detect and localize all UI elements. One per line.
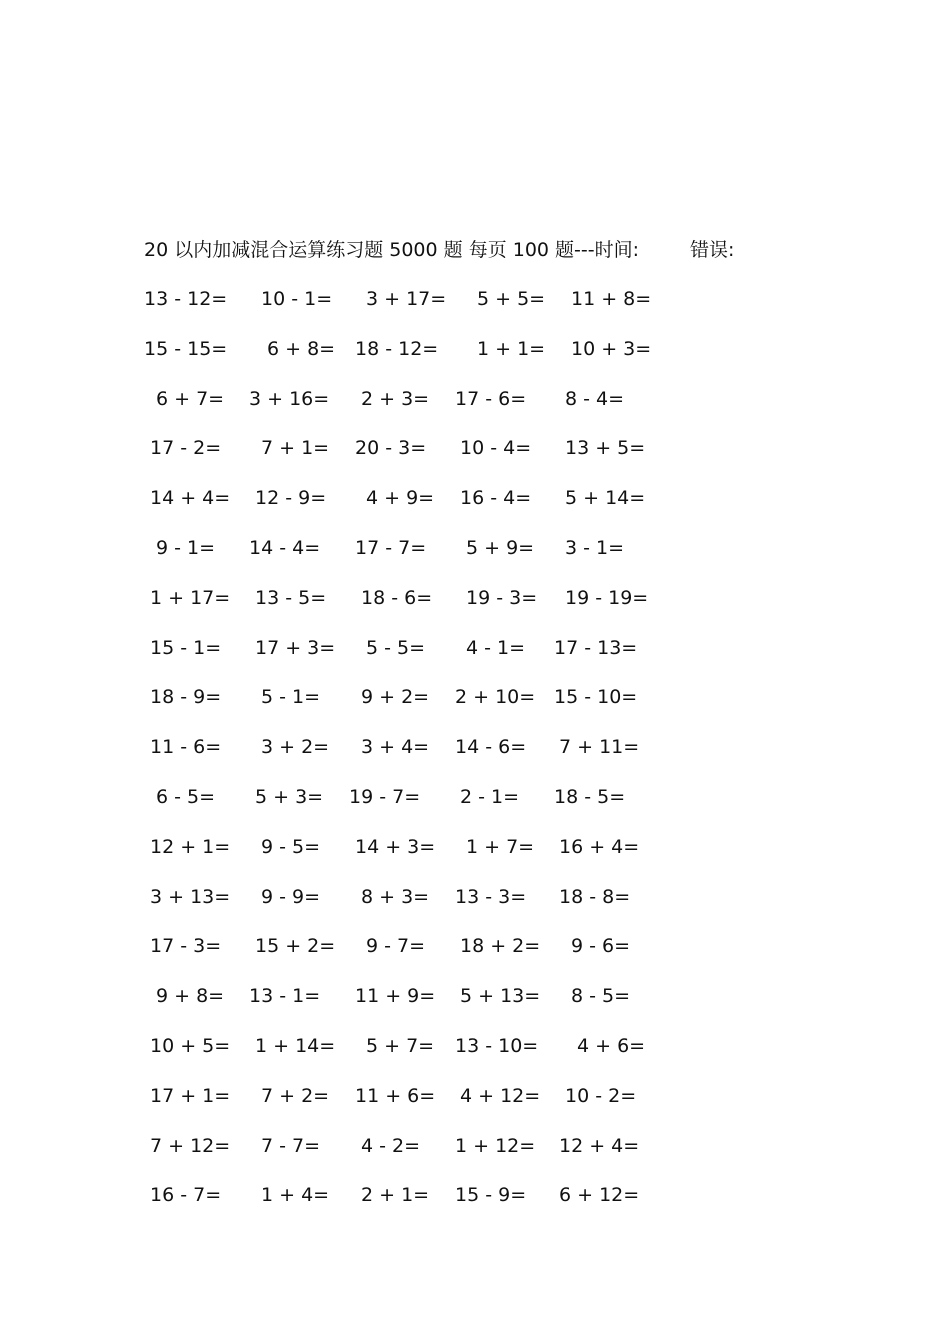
math-problem: 13 - 1= <box>249 985 321 1008</box>
math-problem: 4 + 12= <box>460 1084 541 1107</box>
math-problem: 12 + 4= <box>559 1134 640 1157</box>
math-problem: 18 - 6= <box>361 586 433 609</box>
math-problem: 4 + 9= <box>366 487 435 510</box>
worksheet-header <box>144 234 784 266</box>
errors-label: 错误: <box>690 239 735 261</box>
math-problem: 2 - 1= <box>460 786 520 808</box>
math-problem: 2 + 1= <box>361 1184 430 1207</box>
math-problem: 14 + 4= <box>150 487 231 510</box>
problem-row <box>0 631 950 665</box>
math-problem: 1 + 7= <box>466 835 535 858</box>
math-problem: 18 - 8= <box>559 885 631 908</box>
math-problem: 5 - 5= <box>366 636 426 659</box>
math-problem: 11 + 9= <box>355 985 436 1008</box>
math-problem: 4 - 1= <box>466 636 526 659</box>
math-problem: 7 + 2= <box>261 1084 330 1107</box>
math-problem: 17 - 3= <box>150 935 222 958</box>
math-problem: 15 + 2= <box>255 935 336 958</box>
math-problem: 1 + 12= <box>455 1134 536 1157</box>
problem-row <box>0 1079 950 1113</box>
math-problem: 20 - 3= <box>355 437 427 460</box>
problem-row <box>0 531 950 565</box>
math-problem: 5 - 1= <box>261 686 321 709</box>
math-problem: 5 + 5= <box>477 288 546 310</box>
worksheet-title: 20 以内加减混合运算练习题 5000 题 每页 100 题---时间: <box>144 239 640 261</box>
problem-row <box>0 780 950 814</box>
math-problem: 16 + 4= <box>559 835 640 858</box>
math-problem: 10 + 3= <box>571 337 652 360</box>
math-problem: 6 + 8= <box>267 337 336 360</box>
math-problem: 4 - 2= <box>361 1134 421 1157</box>
problem-row <box>0 979 950 1013</box>
math-problem: 13 + 5= <box>565 437 646 460</box>
math-problem: 6 + 12= <box>559 1184 640 1207</box>
math-problem: 5 + 7= <box>366 1035 435 1057</box>
problem-row <box>0 880 950 914</box>
problem-row <box>0 332 950 366</box>
math-problem: 11 + 8= <box>571 288 652 310</box>
math-problem: 11 + 6= <box>355 1084 436 1107</box>
problem-row <box>0 1029 950 1063</box>
math-problem: 8 - 4= <box>565 387 625 410</box>
math-problem: 17 + 3= <box>255 636 336 659</box>
math-problem: 3 + 4= <box>361 736 430 759</box>
math-problem: 2 + 10= <box>455 686 536 709</box>
problem-row <box>0 830 950 864</box>
math-problem: 17 - 7= <box>355 537 427 559</box>
math-problem: 4 + 6= <box>577 1035 646 1057</box>
math-problem: 18 - 12= <box>355 337 439 360</box>
problem-row <box>0 431 950 465</box>
math-problem: 5 + 9= <box>466 537 535 559</box>
math-problem: 1 + 14= <box>255 1035 336 1057</box>
math-problem: 7 + 1= <box>261 437 330 460</box>
math-problem: 5 + 3= <box>255 786 324 808</box>
math-problem: 3 + 16= <box>249 387 330 410</box>
math-problem: 19 - 3= <box>466 586 538 609</box>
math-problem: 9 - 5= <box>261 835 321 858</box>
math-problem: 10 + 5= <box>150 1035 231 1057</box>
problem-row <box>0 1178 950 1212</box>
math-problem: 18 - 9= <box>150 686 222 709</box>
math-problem: 19 - 19= <box>565 586 649 609</box>
math-problem: 6 + 7= <box>156 387 225 410</box>
math-problem: 18 + 2= <box>460 935 541 958</box>
problem-row <box>0 929 950 963</box>
math-problem: 13 - 3= <box>455 885 527 908</box>
math-problem: 10 - 2= <box>565 1084 637 1107</box>
math-problem: 1 + 4= <box>261 1184 330 1207</box>
math-problem: 9 - 6= <box>571 935 631 958</box>
math-problem: 9 - 1= <box>156 537 216 559</box>
problem-row <box>0 481 950 515</box>
math-problem: 14 + 3= <box>355 835 436 858</box>
math-problem: 10 - 4= <box>460 437 532 460</box>
math-problem: 15 - 15= <box>144 337 228 360</box>
math-problem: 7 - 7= <box>261 1134 321 1157</box>
math-problem: 1 + 17= <box>150 586 231 609</box>
problem-row <box>0 730 950 764</box>
math-problem: 2 + 3= <box>361 387 430 410</box>
math-problem: 3 + 13= <box>150 885 231 908</box>
math-problem: 7 + 11= <box>559 736 640 759</box>
math-problem: 3 + 17= <box>366 288 447 310</box>
math-problem: 14 - 6= <box>455 736 527 759</box>
math-problem: 3 + 2= <box>261 736 330 759</box>
problem-row <box>0 1129 950 1163</box>
math-problem: 13 - 12= <box>144 288 228 310</box>
math-problem: 18 - 5= <box>554 786 626 808</box>
math-problem: 6 - 5= <box>156 786 216 808</box>
problem-row <box>0 282 950 316</box>
math-problem: 13 - 10= <box>455 1035 539 1057</box>
math-problem: 19 - 7= <box>349 786 421 808</box>
math-problem: 17 - 2= <box>150 437 222 460</box>
math-problem: 17 - 13= <box>554 636 638 659</box>
math-problem: 3 - 1= <box>565 537 625 559</box>
math-problem: 16 - 4= <box>460 487 532 510</box>
math-problem: 12 + 1= <box>150 835 231 858</box>
math-problem: 14 - 4= <box>249 537 321 559</box>
problem-row <box>0 680 950 714</box>
math-problem: 7 + 12= <box>150 1134 231 1157</box>
math-problem: 1 + 1= <box>477 337 546 360</box>
math-problem: 17 - 6= <box>455 387 527 410</box>
math-problem: 9 + 8= <box>156 985 225 1008</box>
math-problem: 9 + 2= <box>361 686 430 709</box>
problem-row <box>0 382 950 416</box>
math-problem: 9 - 9= <box>261 885 321 908</box>
math-problem: 5 + 13= <box>460 985 541 1008</box>
math-problem: 10 - 1= <box>261 288 333 310</box>
math-problem: 5 + 14= <box>565 487 646 510</box>
math-problem: 8 - 5= <box>571 985 631 1008</box>
math-problem: 11 - 6= <box>150 736 222 759</box>
problem-row <box>0 581 950 615</box>
math-problem: 15 - 10= <box>554 686 638 709</box>
math-problem: 13 - 5= <box>255 586 327 609</box>
math-problem: 15 - 9= <box>455 1184 527 1207</box>
math-problem: 12 - 9= <box>255 487 327 510</box>
math-problem: 8 + 3= <box>361 885 430 908</box>
math-problem: 16 - 7= <box>150 1184 222 1207</box>
math-problem: 17 + 1= <box>150 1084 231 1107</box>
math-problem: 15 - 1= <box>150 636 222 659</box>
math-problem: 9 - 7= <box>366 935 426 958</box>
